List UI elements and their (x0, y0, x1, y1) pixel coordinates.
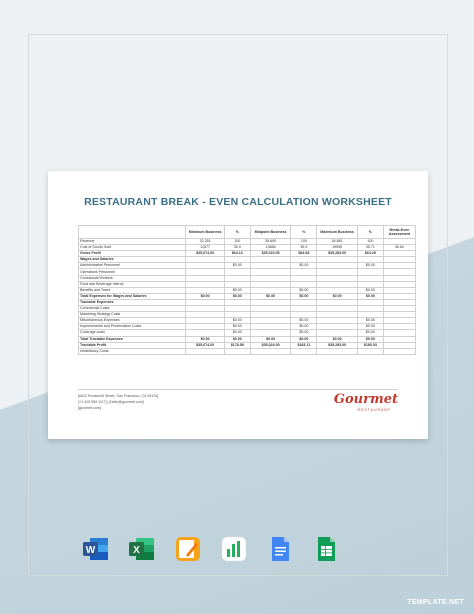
table-cell: $0.00 (358, 263, 384, 269)
table-cell: $0.00 (224, 318, 250, 324)
row-label: Improvements and Preservation Costs (79, 324, 186, 330)
table-cell (291, 348, 317, 354)
row-label: Food and Beverage Interns (79, 281, 186, 287)
table-cell: $0.00 (291, 293, 317, 299)
table-cell: 19598 (317, 245, 358, 251)
contact-info (78, 393, 158, 411)
table-header-row (79, 226, 416, 239)
table-cell (186, 348, 225, 354)
table-cell (250, 348, 291, 354)
gourmet-logo-subtitle: RESTAURANT (357, 408, 391, 412)
column-header: Minimum Business (186, 226, 225, 239)
column-header: % (291, 226, 317, 239)
table-cell: 35.71 (358, 245, 384, 251)
row-label: Administrative Personnel (79, 263, 186, 269)
table-cell: 54,881 (317, 239, 358, 245)
table-cell: $0.00 (291, 263, 317, 269)
app-format-icons (82, 535, 402, 563)
address-line: [#612 Roosevelt Street, San Francisco, CA 94124] (78, 394, 159, 398)
table-cell: $0.00 (250, 293, 291, 299)
column-header (79, 226, 186, 239)
table-cell: 11577 (186, 245, 225, 251)
google-docs-icon[interactable] (266, 535, 294, 563)
row-label: Total Expenses for Wages and Salaries (79, 293, 186, 299)
table-cell: 13666 (250, 245, 291, 251)
table-cell: 35.3 (291, 245, 317, 251)
table-cell: $35,674.00 (186, 251, 225, 257)
table-cell: $0.00 (186, 336, 225, 342)
row-label: Operations Personnel (79, 269, 186, 275)
table-cell: $0.00 (358, 293, 384, 299)
table-cell: $0.00 (291, 336, 317, 342)
table-cell: $35,024.00 (250, 251, 291, 257)
row-label: Wages and Salaries (79, 257, 186, 263)
gourmet-logo: Gourmet (333, 392, 398, 407)
table-cell: $0.00 (317, 293, 358, 299)
table-cell: $35,283.00 (317, 342, 358, 348)
table-cell: $180.03 (358, 342, 384, 348)
table-cell (317, 348, 358, 354)
table-cell: 100 (291, 239, 317, 245)
column-header: Midpoint Business (250, 226, 291, 239)
table-cell: 35.9 (224, 245, 250, 251)
row-label: Inhabitancy Costs (79, 348, 186, 354)
row-label: Tractable Expenses (79, 299, 186, 305)
table-cell: $0.00 (224, 336, 250, 342)
row-label: Contractual Workers (79, 275, 186, 281)
worksheet-table (78, 225, 416, 355)
table-cell: $0.00 (224, 293, 250, 299)
pages-icon[interactable] (174, 535, 202, 563)
table-cell: $0.00 (291, 324, 317, 330)
table-cell: 32,251 (186, 239, 225, 245)
word-icon[interactable] (82, 535, 110, 563)
table-cell: $0.00 (291, 330, 317, 336)
table-cell: 100 (358, 239, 384, 245)
table-cell: $0.00 (358, 324, 384, 330)
row-label: Gross Profit (79, 251, 186, 257)
svg-text:X: X (133, 545, 140, 556)
column-header: Break-Even Assessment (383, 226, 415, 239)
table-cell: $0.00 (358, 287, 384, 293)
column-header: % (224, 226, 250, 239)
google-sheets-icon[interactable] (312, 535, 340, 563)
table-cell: $0.00 (224, 287, 250, 293)
table-cell (224, 348, 250, 354)
row-label: Total Tractable Expenses (79, 336, 186, 342)
row-label: Coverage costs (79, 330, 186, 336)
table-cell: $178.58 (224, 342, 250, 348)
table-cell: $64.29 (358, 251, 384, 257)
footer-divider (78, 389, 398, 390)
table-body (79, 239, 416, 355)
svg-text:W: W (85, 545, 96, 556)
numbers-icon[interactable] (220, 535, 248, 563)
table-cell: $0.00 (224, 330, 250, 336)
table-cell: $0.00 (224, 324, 250, 330)
table-cell: $0.00 (250, 336, 291, 342)
table-cell: $35,674.00 (186, 342, 225, 348)
table-cell: $0.00 (358, 318, 384, 324)
row-label: Tractable Profit (79, 342, 186, 348)
table-cell (358, 348, 384, 354)
table-cell: 39,690 (250, 239, 291, 245)
table-cell: $64.68 (291, 251, 317, 257)
worksheet-document (48, 171, 428, 439)
row-label: Marketing Strategy Costs (79, 312, 186, 318)
table-cell: $0.00 (358, 330, 384, 336)
table-cell (383, 348, 415, 354)
table-cell: $183.11 (291, 342, 317, 348)
table-cell: 35.64 (383, 245, 415, 251)
table-cell: $0.00 (358, 336, 384, 342)
table-cell: $0.00 (291, 318, 317, 324)
table-cell: $0.00 (291, 287, 317, 293)
table-cell: $0.00 (224, 263, 250, 269)
row-label: Commercial Costs (79, 306, 186, 312)
column-header: % (358, 226, 384, 239)
document-title: RESTAURANT BREAK - EVEN CALCULATION WORKSHEET (84, 196, 392, 208)
table-cell: $0.00 (186, 293, 225, 299)
table-cell: $35,024.00 (250, 342, 291, 348)
template-net-watermark: TEMPLATE.NET (407, 599, 464, 606)
website-line: [gourmet.com] (78, 406, 101, 410)
table-cell: $0.00 (317, 336, 358, 342)
table-row (79, 348, 416, 354)
phone-email-line: [+1 415 559 1117] | [hello@gourmet.com] (78, 400, 144, 404)
row-label: Revenue (79, 239, 186, 245)
column-header: Maximum Business (317, 226, 358, 239)
table-cell: 100 (224, 239, 250, 245)
row-label: Miscellaneous Expenses (79, 318, 186, 324)
table-cell: $35,283.00 (317, 251, 358, 257)
table-cell: $64.10 (224, 251, 250, 257)
row-label: Benefits and Taxes (79, 287, 186, 293)
excel-icon[interactable] (128, 535, 156, 563)
row-label: Cost of Goods Sold (79, 245, 186, 251)
